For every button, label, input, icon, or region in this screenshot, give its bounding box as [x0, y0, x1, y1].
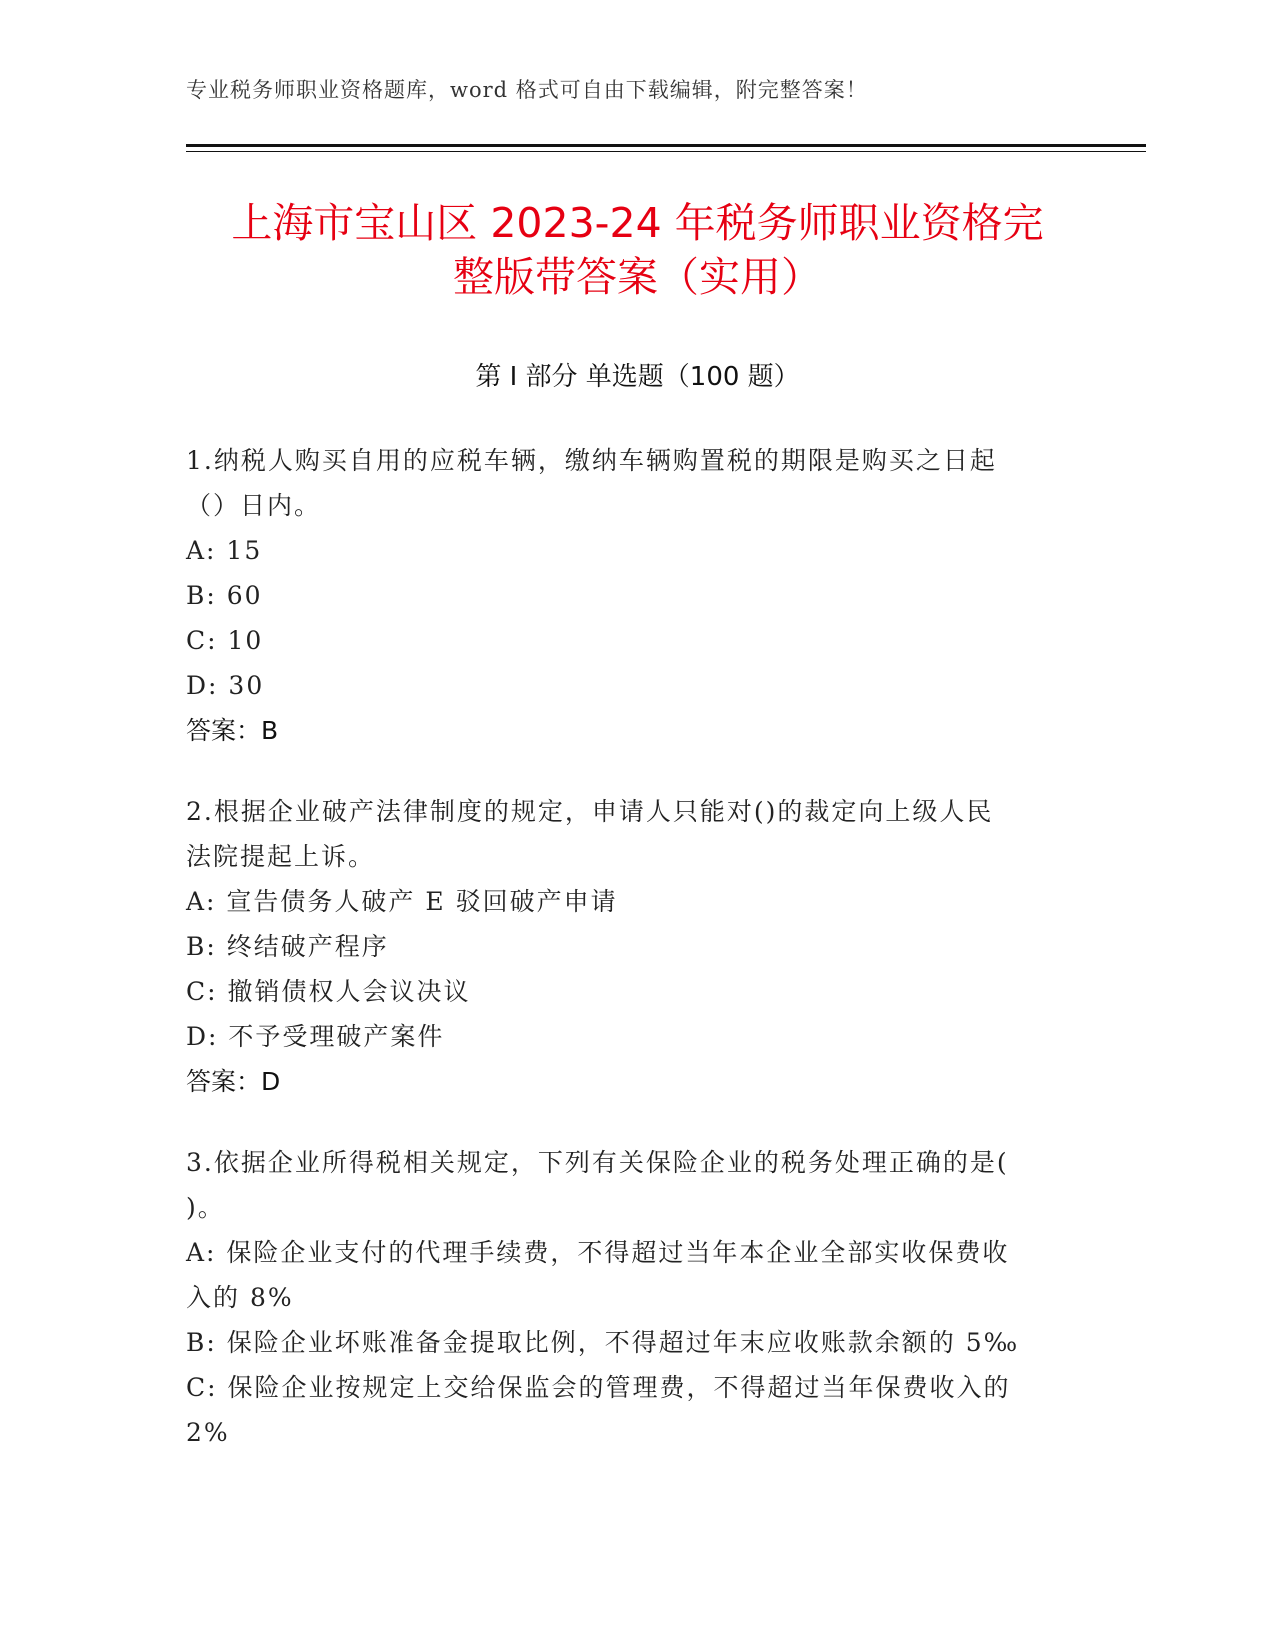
question-2: [186, 789, 1066, 1104]
title-line-1: 上海市宝山区 2023-24 年税务师职业资格完: [231, 199, 1044, 247]
option-a: A: 宣告债务人破产 E 驳回破产申请: [186, 887, 618, 916]
question-3: [186, 1140, 1066, 1455]
option-a-continued: 入的 8%: [186, 1283, 294, 1312]
question-list: [186, 438, 1066, 1491]
question-stem: )。: [186, 1193, 225, 1222]
option-b: B: 保险企业坏账准备金提取比例，不得超过年末应收账款余额的 5‰: [186, 1328, 1020, 1357]
option-a: A: 保险企业支付的代理手续费，不得超过当年本企业全部实收保费收: [186, 1238, 1010, 1267]
document-title: [150, 196, 1125, 304]
option-c: C: 保险企业按规定上交给保监会的管理费，不得超过当年保费收入的: [186, 1373, 1011, 1402]
option-d: D: 30: [186, 671, 265, 700]
option-c-continued: 2%: [186, 1418, 230, 1447]
header-rule-thin: [186, 151, 1146, 152]
answer: 答案：D: [186, 1067, 281, 1096]
title-line-2: 整版带答案（实用）: [453, 253, 822, 301]
answer: 答案：B: [186, 716, 279, 745]
header-note: 专业税务师职业资格题库，word 格式可自由下载编辑，附完整答案！: [186, 78, 868, 102]
option-c: C: 10: [186, 626, 264, 655]
question-stem: （）日内。: [186, 491, 322, 520]
option-a: A: 15: [186, 536, 263, 565]
option-c: C: 撤销债权人会议决议: [186, 977, 471, 1006]
question-stem: 2.根据企业破产法律制度的规定，申请人只能对()的裁定向上级人民: [186, 797, 994, 826]
question-stem: 3.依据企业所得税相关规定，下列有关保险企业的税务处理正确的是(: [186, 1148, 1009, 1177]
question-1: [186, 438, 1066, 753]
option-d: D: 不予受理破产案件: [186, 1022, 445, 1051]
question-stem: 1.纳税人购买自用的应税车辆，缴纳车辆购置税的期限是购买之日起: [186, 446, 997, 475]
option-b: B: 终结破产程序: [186, 932, 389, 961]
option-b: B: 60: [186, 581, 263, 610]
question-stem: 法院提起上诉。: [186, 842, 376, 871]
header-rule-thick: [186, 144, 1146, 147]
section-heading: 第 I 部分 单选题（100 题）: [475, 362, 800, 392]
